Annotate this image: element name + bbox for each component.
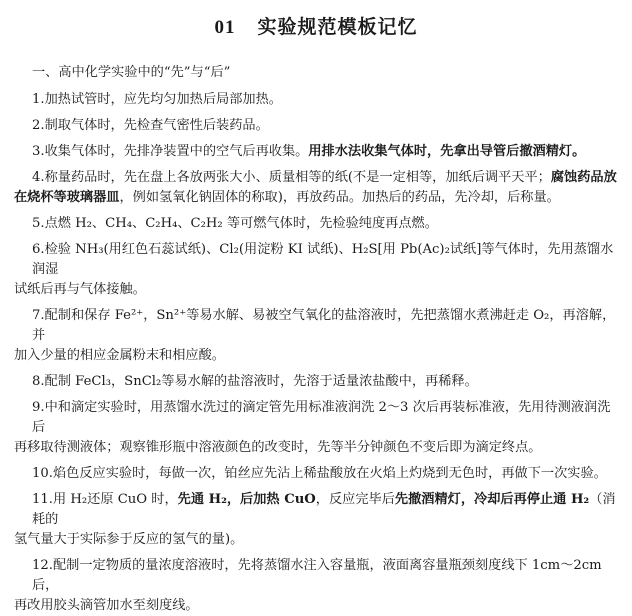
list-item-7 <box>14 306 618 366</box>
item-7-text-b: 加入少量的相应金属粉末和相应酸。 <box>14 348 225 363</box>
page-title <box>14 14 618 41</box>
list-item-2 <box>32 116 618 136</box>
item-11-text-c: （消耗的 <box>32 492 616 527</box>
item-3-bold: 用排水法收集气体时，先拿出导管后撤酒精灯。 <box>308 144 586 159</box>
item-11-text-d: 氢气量大于实际参于反应的氢气的量)。 <box>14 532 244 547</box>
item-4-bold-a: 腐蚀药品放 <box>550 170 617 185</box>
title-text: 实验规范模板记忆 <box>257 16 418 38</box>
list-item-4 <box>14 168 618 208</box>
item-9-text-b: 再移取待测液体；观察锥形瓶中溶液颜色的改变时，先等半分钟颜色不变后即为滴定终点。 <box>14 440 542 455</box>
item-3-text: 3.收集气体时，先排净装置中的空气后再收集。 <box>32 144 309 159</box>
item-5-text: 5.点燃 H₂、CH₄、C₂H₄、C₂H₂ 等可燃气体时，先检验纯度再点燃。 <box>32 216 438 231</box>
item-6-text-a: 6.检验 NH₃(用红色石蕊试纸)、Cl₂(用淀粉 KI 试纸)、H₂S[用 Pb(Ac)₂试纸]等气体时，先用蒸馏水润湿 <box>32 242 614 277</box>
list-item-11 <box>14 490 618 550</box>
list-item-5 <box>32 214 618 234</box>
item-12-text-a: 12.配制一定物质的量浓度溶液时，先将蒸馏水注入容量瓶，液面离容量瓶颈刻度线下 1cm～2cm 后， <box>32 558 602 593</box>
list-item-3 <box>32 142 618 162</box>
list-item-12 <box>14 556 618 616</box>
item-11-text-a: 11.用 H₂还原 CuO 时， <box>32 492 178 507</box>
item-11-bold-a: 先通 H₂，后加热 CuO <box>177 492 316 507</box>
item-11-bold-b: 先撤酒精灯，冷却后再停止通 H₂ <box>394 492 590 507</box>
list-item-10 <box>32 464 618 484</box>
item-4-bold-b: 在烧杯等玻璃器皿 <box>14 190 120 205</box>
item-6-text-b: 试纸后再与气体接触。 <box>14 282 146 297</box>
item-4-text-b: ，例如氢氧化钠固体的称取)，再放药品。加热后的药品，先冷却，后称量。 <box>119 190 560 205</box>
list-item-6 <box>14 240 618 300</box>
item-7-text-a: 7.配制和保存 Fe²⁺，Sn²⁺等易水解、易被空气氧化的盐溶液时，先把蒸馏水煮沸赶走 O₂，再溶解，并 <box>32 308 616 343</box>
list-item-1 <box>32 90 618 110</box>
list-item-8 <box>32 372 618 392</box>
title-number: 01 <box>214 17 236 38</box>
item-1-text: 1.加热试管时，应先均匀加热后局部加热。 <box>32 92 282 107</box>
item-11-text-b: ，反应完毕后 <box>315 492 395 507</box>
item-9-text-a: 9.中和滴定实验时，用蒸馏水洗过的滴定管先用标准液润洗 2～3 次后再装标准液，先用待测液润洗后 <box>32 400 611 435</box>
item-12-text-b: 再改用胶头滴管加水至刻度线。 <box>14 598 199 613</box>
item-10-text: 10.焰色反应实验时，每做一次，铂丝应先沾上稀盐酸放在火焰上灼烧到无色时，再做下一次实验。 <box>32 466 607 481</box>
list-item-9 <box>14 398 618 458</box>
item-4-text-a: 4.称量药品时，先在盘上各放两张大小、质量相等的纸(不是一定相等，加纸后调平天平； <box>32 170 551 185</box>
item-2-text: 2.制取气体时，先检查气密性后装药品。 <box>32 118 269 133</box>
item-8-text: 8.配制 FeCl₃，SnCl₂等易水解的盐溶液时，先溶于适量浓盐酸中，再稀释。 <box>32 374 478 389</box>
section-heading: 一、高中化学实验中的“先”与“后” <box>32 65 231 80</box>
